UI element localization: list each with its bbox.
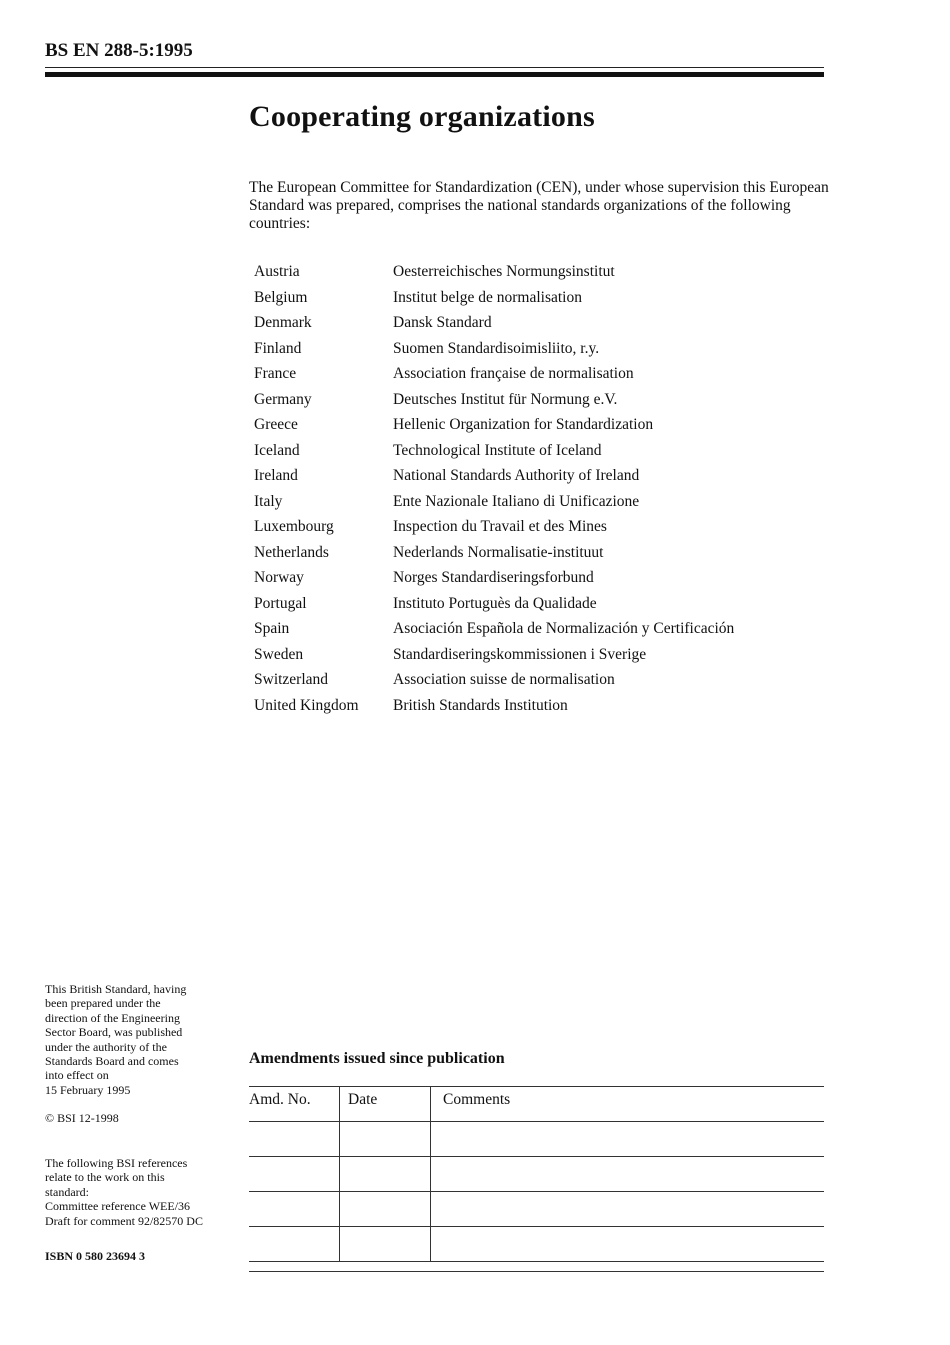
standards-body-name: Oesterreichisches Normungsinstitut bbox=[393, 263, 615, 280]
standards-body-name: Suomen Standardisoimisliito, r.y. bbox=[393, 339, 600, 357]
amendments-rule bbox=[249, 1191, 824, 1192]
standards-body-name: Association française de normalisation bbox=[393, 365, 634, 382]
standards-body-name: British Standards Institution bbox=[393, 696, 568, 714]
organization-row bbox=[254, 310, 734, 336]
standards-body-name: Instituto Portuguès da Qualidade bbox=[393, 594, 597, 612]
country-name: Norway bbox=[254, 569, 304, 586]
header-rule-thin bbox=[45, 67, 824, 68]
standards-body-name: Norges Standardiseringsforbund bbox=[393, 569, 594, 586]
standards-body-name: National Standards Authority of Ireland bbox=[393, 467, 640, 484]
footer-rule bbox=[249, 1271, 824, 1272]
country-name: Germany bbox=[254, 390, 312, 408]
amendments-rule bbox=[249, 1121, 824, 1122]
standards-body-name: Association suisse de normalisation bbox=[393, 671, 615, 688]
standards-body-name: Deutsches Institut für Normung e.V. bbox=[393, 390, 618, 408]
standards-body-name: Dansk Standard bbox=[393, 314, 492, 331]
organization-row bbox=[254, 361, 734, 387]
note-line: been prepared under the bbox=[45, 996, 161, 1011]
standards-body-name: Ente Nazionale Italiano di Unificazione bbox=[393, 492, 640, 510]
country-name: Iceland bbox=[254, 441, 300, 459]
organization-row bbox=[254, 336, 734, 362]
standards-body-name: Hellenic Organization for Standardization bbox=[393, 416, 654, 433]
amendments-rule bbox=[249, 1261, 824, 1262]
standards-body-name: Asociación Española de Normalización y Certificación bbox=[393, 620, 735, 637]
organizations-table bbox=[254, 259, 734, 718]
amendments-title: Amendments issued since publication bbox=[249, 1050, 505, 1067]
amendments-column-divider bbox=[430, 1086, 431, 1261]
organization-row bbox=[254, 387, 734, 413]
country-name: Spain bbox=[254, 620, 290, 637]
country-name: Austria bbox=[254, 263, 300, 280]
organization-row bbox=[254, 693, 734, 719]
country-name: Portugal bbox=[254, 594, 307, 612]
organization-row bbox=[254, 642, 734, 668]
note-line: under the authority of the bbox=[45, 1039, 167, 1054]
organization-row bbox=[254, 463, 734, 489]
country-name: Sweden bbox=[254, 645, 304, 663]
amendments-column-divider bbox=[339, 1086, 340, 1261]
country-name: Denmark bbox=[254, 314, 312, 331]
standards-body-name: Inspection du Travail et des Mines bbox=[393, 518, 607, 535]
country-name: Italy bbox=[254, 492, 283, 510]
organization-row bbox=[254, 565, 734, 591]
country-name: United Kingdom bbox=[254, 696, 359, 714]
country-name: France bbox=[254, 365, 297, 382]
organization-row bbox=[254, 438, 734, 464]
amendments-rule bbox=[249, 1086, 824, 1087]
amendments-rule bbox=[249, 1156, 824, 1157]
amendments-header-comments: Comments bbox=[443, 1091, 511, 1108]
document-id: BS EN 288-5:1995 bbox=[45, 40, 193, 61]
page-title: Cooperating organizations bbox=[249, 100, 595, 133]
country-name: Switzerland bbox=[254, 671, 329, 688]
organization-row bbox=[254, 412, 734, 438]
standards-body-name: Institut belge de normalisation bbox=[393, 288, 582, 306]
publication-note bbox=[45, 982, 240, 1097]
note-line: standard: bbox=[45, 1184, 89, 1199]
note-line: Sector Board, was published bbox=[45, 1025, 183, 1040]
note-line: Standards Board and comes bbox=[45, 1054, 179, 1069]
country-name: Netherlands bbox=[254, 543, 329, 561]
copyright-note: © BSI 12-1998 bbox=[45, 1111, 119, 1125]
note-line: relate to the work on this bbox=[45, 1170, 165, 1185]
note-line: direction of the Engineering bbox=[45, 1010, 180, 1025]
standards-body-name: Technological Institute of Iceland bbox=[393, 441, 602, 459]
organization-row bbox=[254, 514, 734, 540]
country-name: Belgium bbox=[254, 288, 308, 306]
organization-row bbox=[254, 667, 734, 693]
organization-row bbox=[254, 616, 734, 642]
amendments-header-amd-no: Amd. No. bbox=[249, 1091, 311, 1108]
note-line: Committee reference WEE/36 bbox=[45, 1199, 191, 1214]
organization-row bbox=[254, 285, 734, 311]
amendments-rule bbox=[249, 1226, 824, 1227]
organization-row bbox=[254, 489, 734, 515]
isbn: ISBN 0 580 23694 3 bbox=[45, 1249, 146, 1263]
country-name: Ireland bbox=[254, 467, 298, 484]
bsi-references-note bbox=[45, 1156, 240, 1228]
standards-body-name: Nederlands Normalisatie-instituut bbox=[393, 543, 604, 561]
organization-row bbox=[254, 259, 734, 285]
note-line: Draft for comment 92/82570 DC bbox=[45, 1213, 203, 1228]
standards-body-name: Standardiseringskommissionen i Sverige bbox=[393, 645, 647, 663]
country-name: Greece bbox=[254, 416, 298, 433]
note-line: into effect on bbox=[45, 1068, 109, 1083]
note-line: 15 February 1995 bbox=[45, 1082, 131, 1097]
country-name: Luxembourg bbox=[254, 518, 334, 535]
organization-row bbox=[254, 540, 734, 566]
intro-paragraph: The European Committee for Standardization (CEN), under whose supervision this European Standard was prepared, comprises the national standards organizations of the following countries: bbox=[249, 179, 829, 232]
organization-row bbox=[254, 591, 734, 617]
note-line: The following BSI references bbox=[45, 1156, 188, 1170]
country-name: Finland bbox=[254, 339, 302, 357]
header-rule-thick bbox=[45, 72, 824, 77]
amendments-header-date: Date bbox=[348, 1091, 378, 1108]
note-line: This British Standard, having bbox=[45, 982, 187, 996]
